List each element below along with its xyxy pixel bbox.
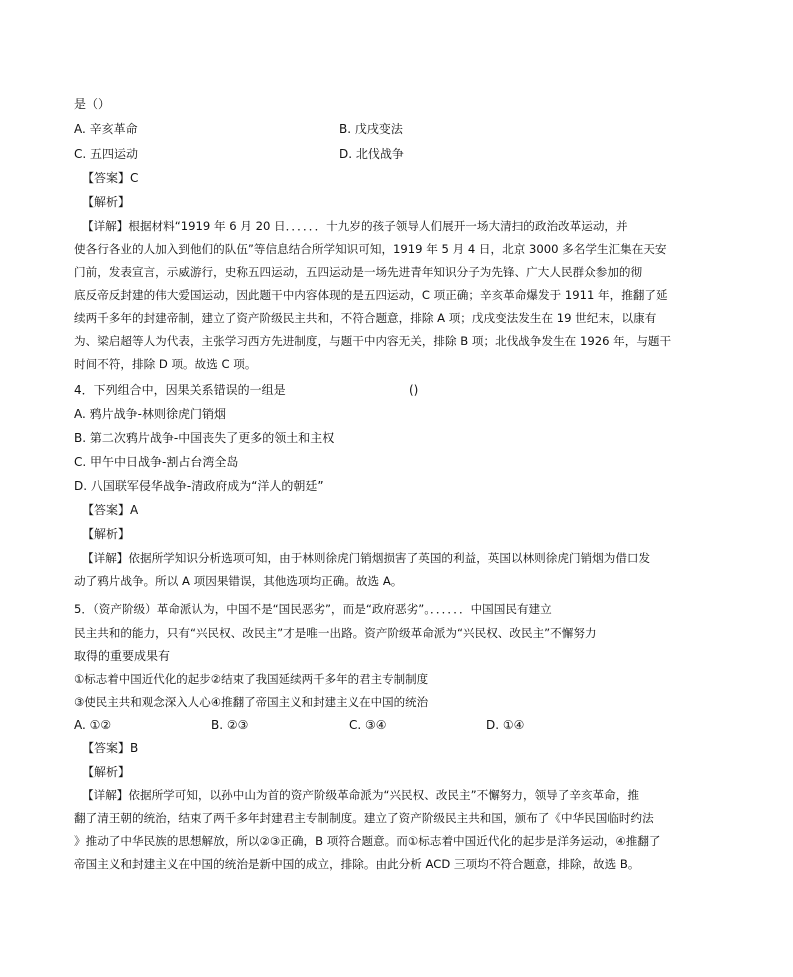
q5-stem-line: 5．（资产阶级）革命派认为，中国不是“国民恶劣”，而是“政府恶劣”。．．．．．．中国国民有建立 xyxy=(74,602,552,616)
q3-detail-line: 【详解】根据材料“1919 年 6 月 20 日．．．．．．十九岁的孩子领导人们展开一场大清扫的政治改革运动，并 xyxy=(82,219,628,233)
q4-answer: 【答案】A xyxy=(82,503,139,517)
q4-option-b: B. 第二次鸦片战争-中国丧失了更多的领土和主权 xyxy=(74,431,335,445)
q4-detail-line: 【详解】依据所学知识分析选项可知，由于林则徐虎门销烟损害了英国的利益，英国以林则徐虎门销烟为借口发 xyxy=(82,551,651,565)
q5-detail-line: 帝国主义和封建主义在中国的统治是新中国的成立，排除。由此分析 ACD 三项均不符合题意，排除，故选 B。 xyxy=(74,857,640,871)
q5-detail-line: 【详解】依据所学可知，以孙中山为首的资产阶级革命派为“兴民权、改民主”不懈努力，领导了辛亥革命，推 xyxy=(82,788,639,802)
q5-detail-line: 》推动了中华民族的思想解放，所以②③正确，B 项符合题意。而①标志着中国近代化的起步是洋务运动，④推翻了 xyxy=(74,834,661,848)
q3-option-d: D. 北伐战争 xyxy=(339,147,404,161)
q5-option-b: B. ②③ xyxy=(211,718,249,732)
q5-option-c: C. ③④ xyxy=(349,718,387,732)
q5-analysis-label: 【解析】 xyxy=(82,765,131,779)
q3-option-c: C. 五四运动 xyxy=(74,147,139,161)
q4-option-d: D. 八国联军侵华战争-清政府成为“洋人的朝廷” xyxy=(74,479,324,493)
q5-stem-line: 民主共和的能力，只有“兴民权、改民主”才是唯一出路。资产阶级革命派为“兴民权、改民主”不懈努力 xyxy=(74,626,597,640)
q5-item-line: ③使民主共和观念深入人心④推翻了帝国主义和封建主义在中国的统治 xyxy=(74,695,429,709)
q3-option-b: B. 戊戌变法 xyxy=(339,122,403,136)
q4-paren: () xyxy=(409,383,419,397)
q3-analysis-label: 【解析】 xyxy=(82,195,131,209)
q4-option-a: A. 鸦片战争-林则徐虎门销烟 xyxy=(74,407,226,421)
q5-detail-line: 翻了清王朝的统治，结束了两千多年封建君主专制制度。建立了资产阶级民主共和国，颁布了《中华民国临时约法 xyxy=(74,811,654,825)
q4-detail-line: 动了鸦片战争。所以 A 项因果错误，其他选项均正确。故选 A。 xyxy=(74,574,403,588)
q4-option-c: C. 甲午中日战争-割占台湾全岛 xyxy=(74,455,239,469)
q3-answer: 【答案】C xyxy=(82,171,139,185)
q3-detail-line: 底反帝反封建的伟大爱国运动，因此题干中内容体现的是五四运动，C 项正确；辛亥革命爆发于 1911 年，推翻了延 xyxy=(74,288,668,302)
q4-analysis-label: 【解析】 xyxy=(82,527,131,541)
q5-stem-line: 取得的重要成果有 xyxy=(74,649,171,663)
q5-item-line: ①标志着中国近代化的起步②结束了我国延续两千多年的君主专制制度 xyxy=(74,672,429,686)
q4-stem: 4．下列组合中，因果关系错误的一组是 xyxy=(74,383,286,397)
q3-detail-line: 为、梁启超等人为代表，主张学习西方先进制度，与题干中内容无关，排除 B 项；北伐战争发生在 1926 年，与题干 xyxy=(74,334,672,348)
q5-answer: 【答案】B xyxy=(82,741,139,755)
q3-option-a: A. 辛亥革命 xyxy=(74,122,138,136)
q3-detail-line: 使各行各业的人加入到他们的队伍”等信息结合所学知识可知，1919 年 5 月 4 日，北京 3000 多名学生汇集在天安 xyxy=(74,242,667,256)
q3-detail-line: 门前，发表宣言，示威游行，史称五四运动，五四运动是一场先进青年知识分子为先锋、广大人民群众参加的彻 xyxy=(74,265,643,279)
q5-option-d: D. ①④ xyxy=(486,718,525,732)
q3-detail-line: 时间不符，排除 D 项。故选 C 项。 xyxy=(74,357,257,371)
q3-stem-tail: 是（） xyxy=(74,97,111,111)
q5-option-a: A. ①② xyxy=(74,718,112,732)
q3-detail-line: 续两千多年的封建帝制，建立了资产阶级民主共和，不符合题意，排除 A 项；戊戌变法发生在 19 世纪末，以康有 xyxy=(74,311,657,325)
